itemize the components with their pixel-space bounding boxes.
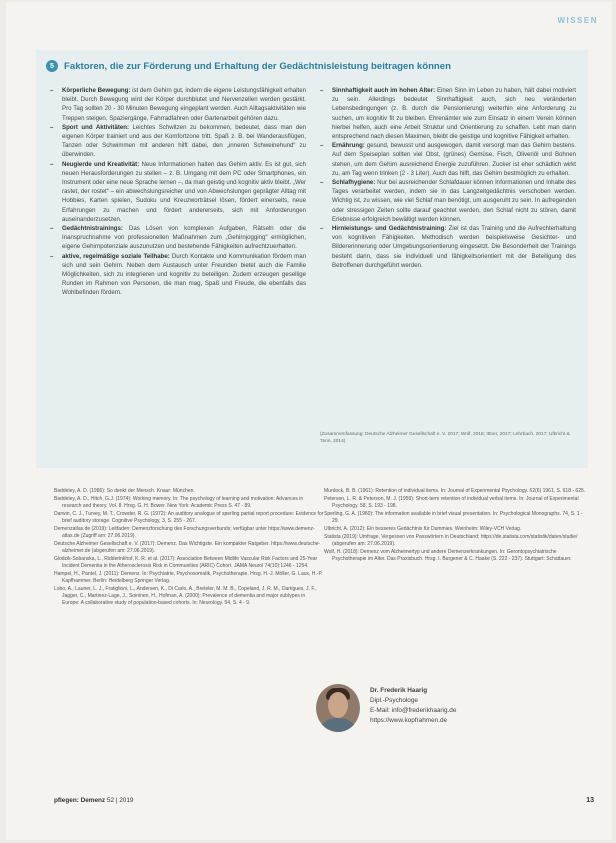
- reference-entry: Ulbricht, A. (2012): Ein besseres Gedächtnis für Dummies. Weinheim: Wiley-VCH Verlag.: [324, 526, 522, 533]
- item-heading: aktive, regelmäßige soziale Teilhabe:: [62, 252, 170, 260]
- list-item: [320, 178, 576, 224]
- item-body: [62, 86, 306, 123]
- reference-entry: Baddeley, A. D., Hitch, G.J. (1974): Working memory. In: The psychology of learning and motivation: Advances in research and theory. Vol. 8. Hrsg. G. H. Bower. New York: Academic Press S. 47 - 89.: [54, 496, 304, 509]
- right-column: [320, 86, 576, 270]
- reference-entry: Wolf, H. (2018): Demenz vom Alzheimertyp und andere Demenzerkrankungen. In: Gerontopsychiatrische Psychotherapie im Alter. Das Praxisbuch. Hrsg. I. Burgener & C. Haake (S. 222 - 237). Stuttgart: Schattauer.: [324, 549, 572, 563]
- dash-bullet: –: [320, 225, 324, 233]
- list-item: [50, 252, 306, 298]
- info-box-title: [46, 60, 580, 72]
- item-body: [332, 224, 576, 270]
- author-role: Dipl.-Psychologe: [370, 697, 418, 704]
- reference-entry: Murdock, B. B. (1961): Retention of individual items. In: Journal of Experimental Psychology. 62(6) 1961, S. 618 - 625.: [324, 488, 586, 494]
- item-body: [62, 252, 306, 298]
- list-item: [320, 224, 576, 270]
- reference-entry: Statista (2019): Umfrage, Vergessen von Passwörtern in Deutschland; https://de.statista.com/statistik/daten/studie/ (abgerufen am: 27.06.2019).: [324, 534, 578, 548]
- author-block: [316, 684, 586, 744]
- list-item: [50, 224, 306, 252]
- page-number: 13: [586, 797, 594, 804]
- number-badge: 5: [46, 60, 58, 72]
- item-text: Neue Informationen halten das Gehirn aktiv. Es ist gut, sich neuen Herausforderungen zu stellen – z. B. Umgang mit dem PC oder Smartphones, ein Instrument oder eine neue Sprache lernen –, da man geistig und kognitiv aktiv bleibt. „Wer rastet, der rostet“ – ein abwechslungsreicher und von Abwechslungen geprägter Alltag mit Hobbies, Karten spielen, Sudoku und Kreuzworträtsel lösen, fördert einerseits, neue Erfahrungen zu machen und fördert andererseits, sich mit Anforderungen auseinanderzusetzen.: [62, 160, 306, 223]
- item-heading: Sport und Aktivitäten:: [62, 123, 130, 131]
- dash-bullet: –: [50, 123, 54, 131]
- item-heading: Gedächtnistrainings:: [62, 225, 123, 233]
- item-text: gesund, bewusst und ausgewogen, damit versorgt man das Gehirn bestens. Auf dem Speiseplan sollten viel Obst, (grünes) Gemüse, Fisch, Olivenöl und Bohnen stehen, um dem Gehirn ausreichend Energie zuzuführen. Zucker ist eher schädlich wirkt zu, am Tag wenn trinken (2 - 3 Liter). Auch das hilft, das Gehirn bestmöglich zu erhalten.: [332, 142, 576, 177]
- reference-entry: Darwin, C. J., Turvey, M. T., Crowder, R. G. (1972): An auditory analogue of sperling partial report procedure: Evidence for brief auditory storage. Cognitive Psychology, 3, S. 255 - 267.: [54, 511, 324, 524]
- item-heading: Hirnleistungs- und Gedächtnistraining:: [332, 225, 447, 233]
- item-heading: Sinnhaftigkeit auch im hohen Alter:: [332, 87, 436, 94]
- item-text: Durch Kontakte und Kommunikation fördern man sich und sein Gehirn. Neben dem Austausch unter Freunden bietet auch die Familie Möglichkeiten, sich zu integrieren und kognitiv zu beteiligen. Zudem erzeugen gesellige Runden im Rahmen von Personen, die man mag, Spaß und Freude, die ebenfalls das Wohlbefinden fördern.: [62, 252, 306, 297]
- dash-bullet: –: [50, 87, 54, 94]
- journal-title: pflegen: Demenz: [54, 797, 106, 804]
- left-column: [50, 86, 306, 298]
- journal-issue: 52 | 2019: [105, 797, 134, 804]
- list-item: [50, 123, 306, 160]
- dash-bullet: –: [320, 87, 324, 94]
- reference-entry: Lobo, A., Launer, L. J., Fratiglioni, L., Andersen, K., Di Carlo, A., Breteler, M. M. B., Copeland, J. R. M., Dartigues, J. F., Jagger, C., Martinez-Lage, J., Soininen, H., Hofman, A. (2000): Prevalence of dementia and major subtypes in Europe: A collaborative study of population-based cohorts. In: Neurology. 54, S. 4 - 9.: [54, 586, 317, 606]
- reference-entry: Hampel, H., Pantel, J. (2011): Demenz. In: Psychiatrie, Psychosomatik, Psychotherapie. Hrsg. H.-J. Möller, G. Laux, H.-P. Kapfhammer. Berlin: Heidelberg Springer Verlag.: [54, 571, 323, 584]
- item-body: [62, 160, 306, 224]
- page-footer: [54, 797, 594, 804]
- dash-bullet: –: [50, 160, 54, 168]
- item-heading: Körperliche Bewegung:: [62, 87, 131, 94]
- author-email[interactable]: E-Mail: info@frederikhaarig.de: [370, 707, 457, 714]
- references-right: [324, 488, 590, 564]
- list-item: [320, 141, 576, 178]
- source-note: (Zusammenfassung: Deutsche Alzheimer Gesellschaft e. V. 2017; Wolf, 2018; Ittner, 2017; Lehrbach, 2017; Ulbricht & Tann, 2014): [320, 432, 570, 444]
- item-body: [332, 141, 576, 178]
- dash-bullet: –: [50, 252, 54, 260]
- reference-entry: Peterson, L. R. & Peterson, M. J. (1959): Short-term retention of individual verbal items. In: Journal of Experimental Psychology. 58, S. 193 - 198.: [324, 496, 579, 509]
- item-body: [332, 178, 576, 224]
- references-left: [54, 488, 324, 608]
- item-body: [62, 123, 306, 160]
- author-name: Dr. Frederik Haarig: [370, 687, 428, 694]
- list-item: [50, 160, 306, 224]
- list-item: [320, 86, 576, 141]
- reference-entry: Deutsche Alzheimer Gesellschaft e. V. (2017): Demenz. Das Wichtigste. Ein kompakter Ratgeber. https://www.deutsche-alzheimer.de (abgerufen am: 27.06.2019).: [54, 541, 321, 554]
- item-heading: Schlafhygiene:: [332, 179, 376, 187]
- item-heading: Neugierde und Kreativität:: [62, 160, 140, 168]
- dash-bullet: –: [50, 225, 54, 233]
- author-info: [370, 686, 456, 726]
- item-text: Ziel ist das Training und die Aufrechterhaltung von kognitiven Fähigkeiten. Methodisch werden beispielsweise Gesichter- und Bildererinnerung oder Umgebungsorientierung eingesetzt. Die Besonderheit der Trainings besteht darin, dass sie individuell und fähigkeitsorientiert mit der Beteiligung des Betroffenen durchgeführt werden.: [332, 225, 577, 269]
- author-photo: [316, 684, 360, 732]
- journal-name: [54, 797, 133, 804]
- dash-bullet: –: [320, 179, 324, 187]
- section-label: WISSEN: [557, 16, 598, 25]
- page: [6, 2, 612, 840]
- reference-entry: Demenzatlas.de (2019): Leitfaden: Demenzforschung des Forschungsverbunds; verfügbar unter https://www.demenz-atlas.de (Zugriff am: 27.06.2019).: [54, 526, 315, 539]
- item-text: ist dem Gehirn gut, indem die eigene Leistungsfähigkeit erhalten bleibt. Durch Bewegung wird der Körper durchblutet und Nervenzellen werden gestärkt. Pro Tag sollten 20 - 30 Minuten Bewegung eingeplant werden. Auch Alltagsaktivitäten wie Treppen steigen, Spaziergänge, Fahrradfahren oder Gartenarbeit gehören dazu.: [62, 87, 306, 122]
- reference-entry: Glodzik-Sobanska, L., Ridderinkhof, K. R. et al. (2017): Association Between Midlife Vascular Risk Factors and 25-Year Incident Dementia in the Atherosclerosis Risk in Communities (ARIC) Cohort. JAMA Neurol 74(10):1246 - 1254.: [54, 556, 318, 569]
- author-website[interactable]: https://www.kopfrahmen.de: [370, 717, 448, 724]
- item-heading: Ernährung:: [332, 142, 365, 150]
- item-body: [62, 224, 306, 252]
- item-body: [332, 86, 576, 141]
- item-text: Das Lösen von komplexen Aufgaben, Rätseln oder die Inanspruchnahme von professionellen Maßnahmen zum „Gehirnjogging“ ermöglichen, eigene Gehirnpotenziale auszunutzen und bestehende Fähigkeiten aufrechtzuerhalten.: [62, 225, 306, 251]
- reference-entry: Sperling, G. A. (1960): The information available in brief visual presentation. In: Psychological Monographs. 74, S. 1 - 29.: [324, 511, 583, 524]
- item-text: Leichtes Schwitzen zu bekommen, bedeutet, dass man den eigenen Körper trainiert und aus der Komfortzone tritt. Spaß z. B. bei Wanderausflügen, Tanzen oder Schwimmen mit anderen hilft dabei, den „inneren Schweinehund“ zu überwinden.: [62, 123, 306, 159]
- item-text: Einen Sinn im Leben zu haben, hält dabei motiviert zu sein. Allerdings bedeutet Sinnhaftigkeit auch, sich neu veränderten Lebensbedingungen (z. B. durch die Pensionierung) weiterhin eine Anforderung zu suchen, um kognitiv fit zu bleiben. Ehrenämter wie zum Einsatz in einem Verein können hierbei helfen, auch eine Arbeit Struktur und Orientierung zu schaffen. Lebt man dann entsprechend nach diesen Maximen, bleibt die geistige und kognitive Fähigkeit erhalten.: [332, 87, 577, 141]
- reference-entry: Baddeley, A. D. (1986): So denkt der Mensch. Knaur: München.: [54, 488, 195, 494]
- box-heading: Faktoren, die zur Förderung und Erhaltung der Gedächtnisleistung beitragen können: [64, 60, 451, 72]
- list-item: [50, 86, 306, 123]
- info-box: [36, 50, 588, 468]
- item-text: Nur bei ausreichender Schlafdauer können Informationen und Inhalte des Tages verarbeitet werden, indem sie in das Langzeitgedächtnis verschoben werden. Wichtig ist, zu wissen, wie viel Schlaf man benötigt, um ausgeruht zu sein. In aufregenden oder stressigen Zeiten sollte darauf geachtet werden, den Schlaf nicht zu stören, damit Erlebnisse erfolgreich bewältigt werden können.: [332, 179, 576, 223]
- dash-bullet: –: [320, 142, 324, 150]
